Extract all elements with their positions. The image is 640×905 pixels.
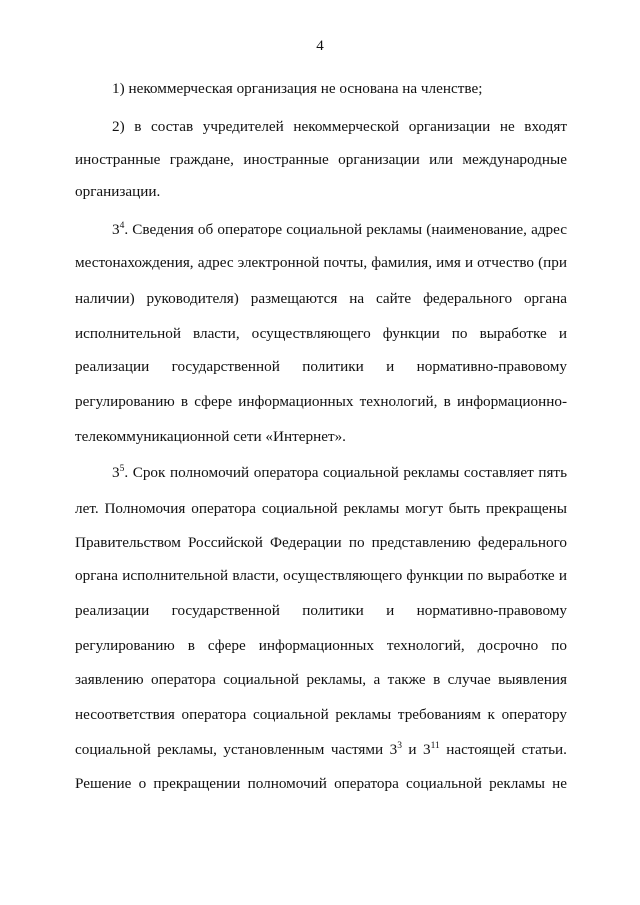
item-2-line-1: 2) в состав учредителей некоммерческой организации не входят [112,118,567,135]
part-number: 3 [112,221,120,238]
part-3-4-line-6: регулированию в сфере информационных технологий, в информационно- [75,393,567,410]
part-3-5-line-1 [112,464,567,482]
part-3-5-line-9 [75,741,567,759]
part-3-5-line-8: несоответствия оператора социальной рекламы требованиям к оператору [75,706,567,723]
line-text: . Срок полномочий оператора социальной рекламы составляет пять [124,464,567,481]
part-3-4-line-4: исполнительной власти, осуществляющего функции по выработке и [75,325,567,342]
line-text: . Сведения об операторе социальной рекламы (наименование, адрес [124,221,567,238]
part-number: 3 [112,464,120,481]
part-3-5-line-6: регулированию в сфере информационных технологий, досрочно по [75,637,567,654]
part-3-4-line-7: телекоммуникационной сети «Интернет». [75,428,346,445]
part-3-4-line-3: наличии) руководителя) размещаются на сайте федерального органа [75,290,567,307]
item-1-line-1: 1) некоммерческая организация не основана на членстве; [112,80,483,97]
superscript: 11 [430,741,440,751]
superscript: 3 [397,741,402,751]
part-3-5-line-3: Правительством Российской Федерации по представлению федерального [75,534,567,551]
line-text: социальной рекламы, установленным частями 3 [75,741,398,758]
line-text: и 3 [401,741,431,758]
item-2-line-2: иностранные граждане, иностранные организации или международные [75,151,567,168]
part-3-5-line-10: Решение о прекращении полномочий оператора социальной рекламы не [75,775,567,792]
part-3-5-line-2: лет. Полномочия оператора социальной рекламы могут быть прекращены [75,500,567,517]
part-3-5-line-4: органа исполнительной власти, осуществляющего функции по выработке и [75,567,567,584]
part-3-5-line-5: реализации государственной политики и нормативно-правовому [75,602,567,619]
part-3-4-line-5: реализации государственной политики и нормативно-правовому [75,358,567,375]
part-3-4-line-1 [112,221,567,239]
superscript: 5 [119,464,125,474]
item-2-line-3: организации. [75,183,161,200]
line-text: настоящей статьи. [439,741,567,758]
part-3-5-line-7: заявлению оператора социальной рекламы, а также в случае выявления [75,671,567,688]
page-number: 4 [316,38,324,54]
part-3-4-line-2: местонахождения, адрес электронной почты, фамилия, имя и отчество (при [75,254,567,271]
superscript: 4 [119,221,125,231]
